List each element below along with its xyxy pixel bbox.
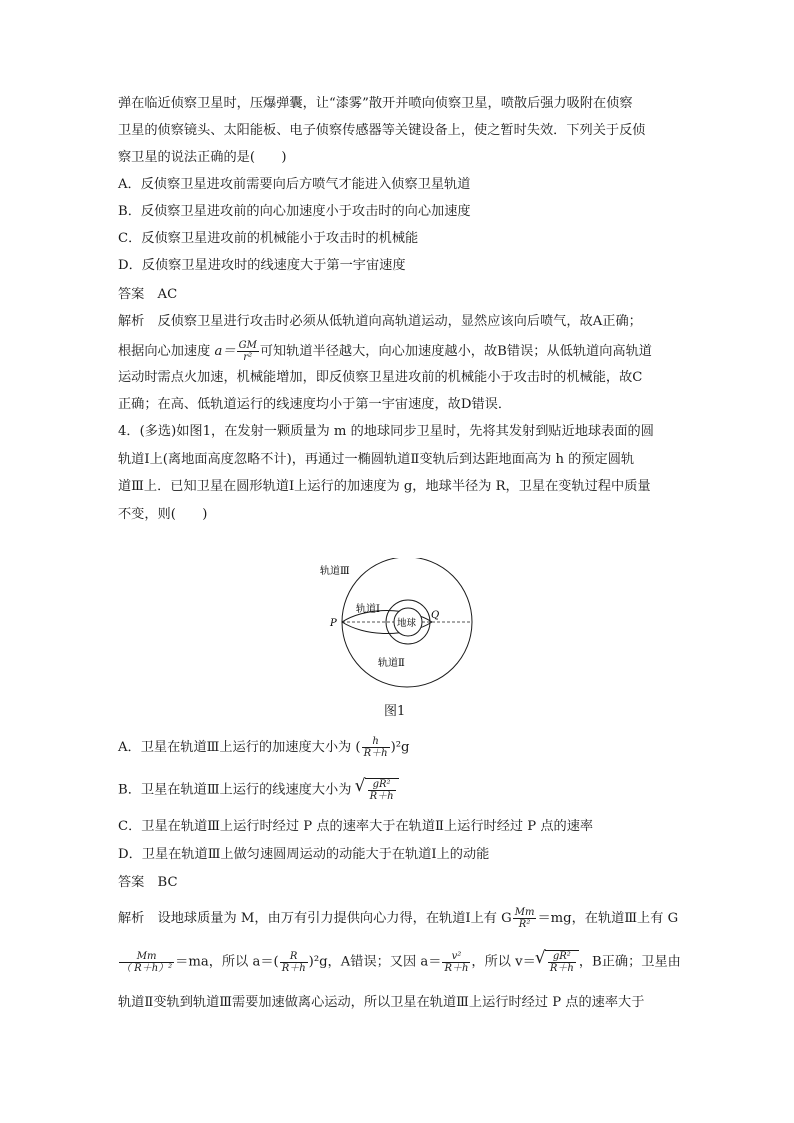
frac-den-r2: r²: [243, 352, 253, 363]
label-earth: 地球: [397, 618, 417, 629]
q4-opt-b-fraction: [368, 779, 396, 802]
q3-option-c: C．反侦察卫星进攻前的机械能小于攻击时的机械能: [118, 231, 419, 246]
q3-explanation-line-2: [118, 340, 683, 363]
q3-exp-fraction: [237, 340, 259, 363]
frac-num-h: h: [362, 736, 390, 748]
q4-exp-2d: ，B正确；卫星由: [578, 954, 681, 970]
q3-explanation-line-3: 运动时需点火加速，机械能增加，即反侦察卫星进攻前的机械能小于攻击时的机械能，故C: [118, 370, 643, 385]
q3-stem-line-2: 卫星的侦察镜头、太阳能板、电子侦察传感器等关键设备上，使之暂时失效．下列关于反侦: [118, 123, 646, 138]
q4-option-b: [118, 778, 683, 802]
q4-option-d: D．卫星在轨道Ⅲ上做匀速圆周运动的动能大于在轨道Ⅰ上的动能: [118, 847, 490, 862]
q3-exp-aeq: a＝: [214, 344, 236, 359]
frac-den-rh-4: R＋h: [444, 962, 469, 974]
q4-stem-line-4: 不变，则( ): [118, 507, 208, 522]
label-point-q: Q: [431, 610, 440, 621]
orbit-figure: [314, 558, 482, 698]
q4-exp-1b: ＝mg，在轨道Ⅲ上有 G: [537, 911, 679, 926]
frac-num-gm: GM: [238, 340, 257, 351]
figure-caption: 图1: [384, 704, 406, 719]
frac-den-rh-5: R＋h: [549, 963, 574, 974]
q3-option-b: B．反侦察卫星进攻前的向心加速度小于攻击时的向心加速度: [118, 204, 471, 219]
label-orbit-1: 轨道Ⅰ: [356, 604, 380, 615]
q3-option-a: A．反侦察卫星进攻前需要向后方喷气才能进入侦察卫星轨道: [118, 177, 471, 192]
q4-exp-1a: 解析 设地球质量为 M，由万有引力提供向心力得，在轨道Ⅰ上有 G: [118, 911, 512, 926]
frac-den-r2-big: R²: [518, 919, 531, 930]
q4-explanation-line-3: 轨道Ⅱ变轨到轨道Ⅲ需要加速做离心运动，所以卫星在轨道Ⅲ上运行时经过 P 点的速率大于: [118, 995, 645, 1010]
q4-exp-2c: ，所以 v＝: [471, 954, 536, 970]
frac-num-mm-2: Mm: [119, 951, 174, 963]
q3-exp-text-b: 可知轨道半径越大，向心加速度越小，故B错误；从低轨道向高轨道: [259, 344, 652, 359]
q4-exp-fraction-3: [280, 951, 308, 974]
q4-opt-a-fraction: [362, 736, 390, 759]
q4-opt-a-post: )²g: [390, 740, 410, 755]
q4-exp-fraction-1: [513, 907, 537, 930]
q4-stem-line-1: 4．(多选)如图1，在发射一颗质量为 m 的地球同步卫星时，先将其发射到贴近地球表面的圆: [118, 424, 654, 439]
q3-stem-line-1: 弹在临近侦察卫星时，压爆弹囊，让“漆雾”散开并喷向侦察卫星，喷散后强力吸附在侦察: [118, 96, 633, 111]
q3-explanation-line-4: 正确；在高、低轨道运行的线速度均小于第一宇宙速度，故D错误．: [118, 397, 512, 412]
q4-stem-line-3: 道Ⅲ上．已知卫星在圆形轨道Ⅰ上运行的加速度为 g，地球半径为 R，卫星在变轨过程中质量: [118, 479, 651, 494]
q3-answer: 答案 AC: [118, 287, 178, 302]
frac-num-v2: v²: [442, 951, 470, 963]
q4-exp-fraction-2: [119, 951, 174, 974]
q4-option-c: C．卫星在轨道Ⅲ上运行时经过 P 点的速率大于在轨道Ⅱ上运行时经过 P 点的速率: [118, 819, 594, 834]
q4-opt-b-text: B．卫星在轨道Ⅲ上运行的线速度大小为: [118, 782, 356, 798]
q3-stem-line-3: 察卫星的说法正确的是( ): [118, 150, 287, 165]
frac-num-mm: Mm: [514, 907, 535, 918]
frac-den-rh-3: R＋h: [281, 962, 306, 974]
frac-num-r: R: [280, 951, 308, 963]
q3-exp-text-a: 根据向心加速度: [118, 344, 215, 359]
label-point-p: P: [330, 618, 337, 629]
q4-exp-fraction-5: [548, 951, 576, 974]
label-orbit-2: 轨道Ⅱ: [378, 658, 405, 669]
q3-option-d: D．反侦察卫星进攻时的线速度大于第一宇宙速度: [118, 258, 406, 273]
q4-explanation-line-1: [118, 907, 683, 930]
frac-den-rh-b: R＋h: [369, 791, 394, 802]
q3-explanation-line-1: 解析 反侦察卫星进行攻击时必须从低轨道向高轨道运动，显然应该向后喷气，故A正确；: [118, 314, 642, 329]
q4-exp-2a: ＝ma，所以 a＝(: [175, 954, 279, 970]
frac-den-rh2: （ R＋h）²: [121, 962, 173, 974]
frac-den-rh: R＋h: [363, 748, 388, 759]
q4-opt-b-sqrt: [365, 778, 399, 802]
q4-exp-fraction-4: [442, 951, 470, 974]
q4-option-a: [118, 736, 683, 759]
q4-exp-2b: )²g，A错误；又因 a＝: [308, 954, 442, 970]
q4-opt-a-pre: A．卫星在轨道Ⅲ上运行的加速度大小为 (: [118, 740, 361, 755]
frac-num-gr2: √ gR²: [368, 779, 396, 791]
q4-answer: 答案 BC: [118, 875, 178, 890]
q4-stem-line-2: 轨道Ⅰ上(离地面高度忽略不计)，再通过一椭圆轨道Ⅱ变轨后到达距地面高为 h 的预定圆轨: [118, 452, 635, 467]
q4-exp-sqrt: [545, 950, 579, 974]
frac-num-gr2-2: √ gR²: [548, 951, 576, 963]
q4-explanation-line-2: [118, 950, 683, 974]
label-orbit-3: 轨道Ⅲ: [320, 566, 350, 577]
